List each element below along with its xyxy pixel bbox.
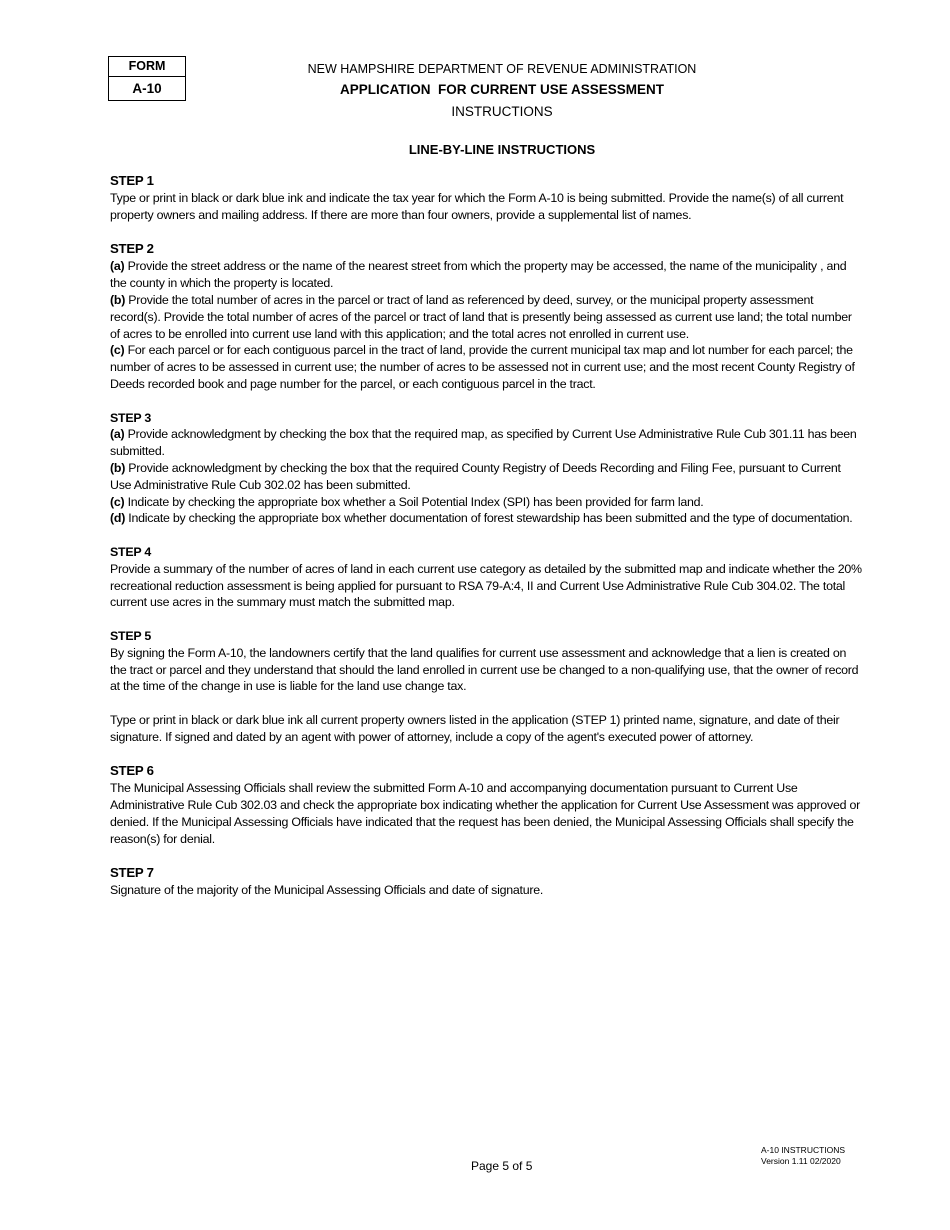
step-paragraph: (c) For each parcel or for each contiguous parcel in the tract of land, provide the current municipal tax map and lot number for each parcel; the number of acres to be assessed in current use; the number of acres to be assessed not in current use; and the most recent County Registry of Deeds recorded book and page number for the parcel, or each contiguous parcel in the tract. — [110, 343, 858, 391]
step-3 — [110, 410, 862, 528]
step-paragraph: (b) Provide acknowledgment by checking the box that the required County Registry of Deeds Recording and Filing Fee, pursuant to Current Use Administrative Rule Cub 302.02 has been submitted. — [110, 460, 844, 492]
item-label: (c) — [110, 343, 125, 358]
form-label: FORM — [109, 57, 185, 77]
step-title: STEP 7 — [110, 865, 154, 881]
step-title: STEP 4 — [110, 544, 151, 559]
step-paragraph: (a) Provide acknowledgment by checking the box that the required map, as specified by Current Use Administrative Rule Cub 301.11 has been submitted. — [110, 427, 860, 459]
page-number: Page 5 of 5 — [471, 1159, 533, 1173]
version-number: Version 1.11 02/2020 — [761, 1156, 841, 1166]
step-paragraph: (c) Indicate by checking the appropriate box whether a Soil Potential Index (SPI) has been provided for farm land. — [110, 494, 704, 509]
step-7 — [110, 864, 862, 899]
document-title: APPLICATION FOR CURRENT USE ASSESSMENT — [339, 82, 665, 97]
step-paragraph: By signing the Form A-10, the landowners certify that the land qualifies for current use assessment and acknowledge that a lien is created on the tract or parcel and they understand that should the land enrolled in current use be changed to a non-qualifying use, that the owner of record at the time of the change in use is liable for the land use change tax. — [110, 645, 859, 694]
step-title: STEP 3 — [110, 410, 151, 425]
step-paragraph: (b) Provide the total number of acres in the parcel or tract of land as referenced by deed, survey, or the municipal property assessment record(s). Provide the total number of acres of the parcel or tract of land that is presently being assessed as current use land; the total number of acres to be enrolled into current use land with this application; and the total acres not enrolled in current use. — [110, 292, 855, 341]
item-label: (a) — [110, 259, 125, 274]
document-name: A-10 INSTRUCTIONS — [761, 1145, 846, 1155]
step-paragraph: Type or print in black or dark blue ink all current property owners listed in the application (STEP 1) printed name, signature, and date of their signature. If signed and dated by an agent with power of attorney, include a copy of the agent's executed power of attorney. — [110, 712, 840, 744]
version-info — [761, 1145, 845, 1167]
document-subtitle: INSTRUCTIONS — [451, 104, 553, 119]
step-paragraph: (a) Provide the street address or the name of the nearest street from which the property may be accessed, the name of the municipality , and the county in which the property is located. — [110, 259, 850, 291]
step-paragraph: (d) Indicate by checking the appropriate box whether documentation of forest stewardship has been submitted and the type of documentation. — [110, 511, 853, 526]
step-4 — [110, 544, 862, 611]
step-5 — [110, 628, 862, 746]
item-label: (a) — [110, 427, 125, 442]
item-label: (b) — [110, 292, 126, 307]
section-title: LINE-BY-LINE INSTRUCTIONS — [408, 142, 596, 157]
step-6 — [110, 762, 862, 847]
step-paragraph: The Municipal Assessing Officials shall review the submitted Form A-10 and accompanying documentation pursuant to Current Use Administrative Rule Cub 302.03 and check the appropriate box indicating whether the application for Current Use Assessment was approved or denied. If the Municipal Assessing Officials have indicated that the request has been denied, the Municipal Assessing Officials shall specify the reason(s) for denial. — [110, 781, 860, 846]
step-title: STEP 5 — [110, 628, 151, 643]
step-title: STEP 1 — [110, 173, 154, 188]
step-paragraph: Type or print in black or dark blue ink and indicate the tax year for which the Form A-10 is being submitted. Provide the name(s) of all current property owners and mailing address. If there are more than four owners, provide a supplemental list of names. — [110, 191, 844, 222]
agency-name: NEW HAMPSHIRE DEPARTMENT OF REVENUE ADMINISTRATION — [307, 62, 697, 76]
step-paragraph: Signature of the majority of the Municipal Assessing Officials and date of signature. — [110, 883, 544, 898]
instructions-body — [110, 172, 862, 916]
step-title: STEP 6 — [110, 763, 154, 779]
item-label: (d) — [110, 511, 126, 526]
item-label: (b) — [110, 460, 126, 475]
form-number: A-10 — [132, 81, 162, 96]
step-title: STEP 2 — [110, 241, 154, 257]
step-2 — [110, 240, 862, 392]
item-label: (c) — [110, 494, 125, 509]
step-1 — [110, 172, 862, 224]
step-paragraph: Provide a summary of the number of acres of land in each current use category as detailed by the submitted map and indicate whether the 20% recreational reduction assessment is being applied for pursuant to RSA 79-A:4, II and Current Use Administrative Rule Cub 304.02. The total current use acres in the summary must match the submitted map. — [110, 561, 862, 610]
